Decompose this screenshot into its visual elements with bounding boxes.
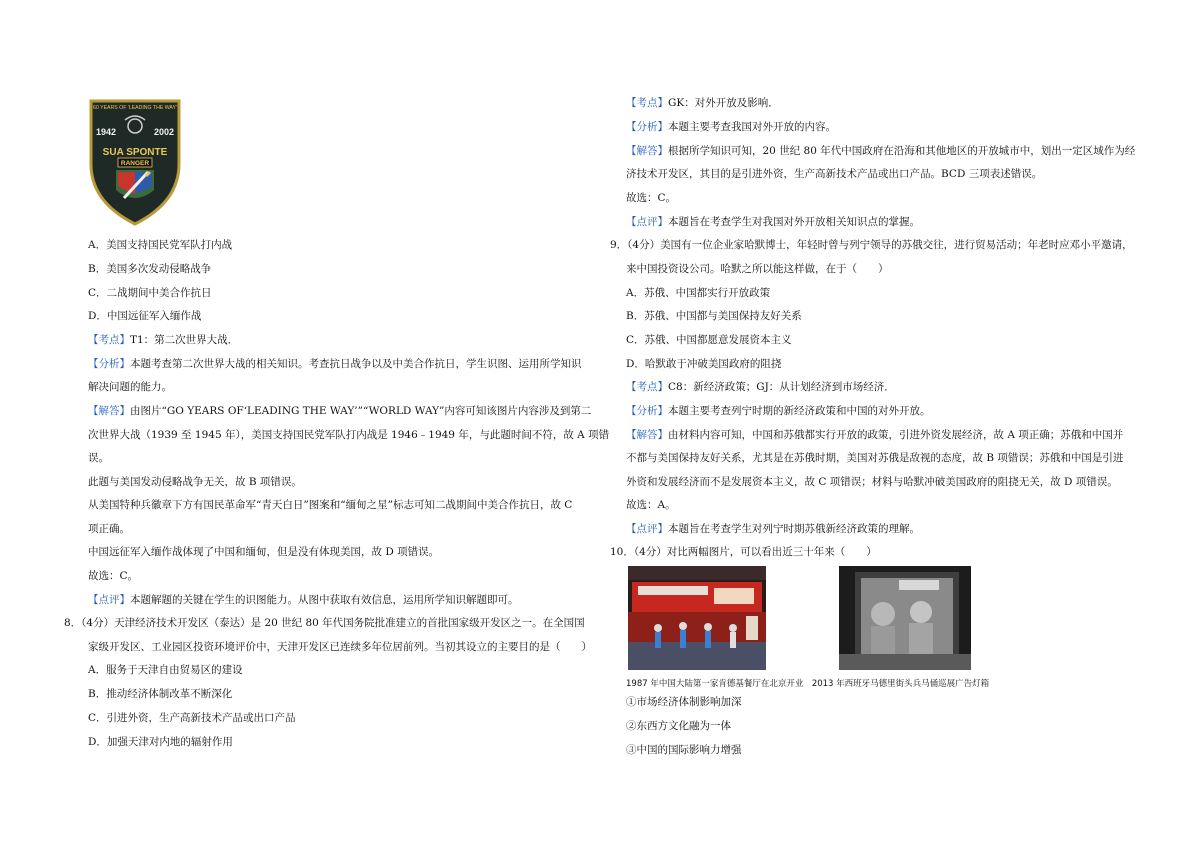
- ranger-badge-image: [88, 98, 182, 226]
- q7-option-b: B．美国多次发动侵略战争: [88, 263, 212, 275]
- q9-jieda-line3: 外资和发展经济而不是发展资本主义，故 C 项错误；材料与哈默冲破美国政府的阻挠无关，故 D 项错误。: [626, 476, 1118, 488]
- q8-option-c: C．引进外资，生产高新技术产品或出口产品: [88, 712, 296, 724]
- fenxi-tag: 【分析】: [626, 405, 668, 417]
- fenxi-text: 本题主要考查我国对外开放的内容。: [668, 121, 836, 133]
- kaodian-text: T1：第二次世界大战．: [130, 334, 239, 346]
- badge-year-right: 2002: [153, 127, 175, 137]
- q9-stem: 9．（4分）美国有一位企业家哈默博士，年轻时曾与列宁领导的苏俄交往，进行贸易活动；年老时应邓小平邀请，: [610, 239, 1133, 251]
- q9-option-b: B．苏俄、中国都与美国保持友好关系: [626, 310, 802, 322]
- q7-jieda-line7: 中国远征军入缅作战体现了中国和缅甸，但是没有体现美国，故 D 项错误。: [88, 546, 440, 558]
- jieda-text: 根据所学知识可知，20 世纪 80 年代中国政府在沿海和其他地区的开放城市中，划出一定区域作为经: [668, 145, 1136, 157]
- q8-stem: 8．（4分）天津经济技术开发区（泰达）是 20 世纪 80 年代国务院批准建立的首批国家级开发区之一。在全国国: [64, 617, 585, 629]
- q7-jieda-line4: 此题与美国发动侵略战争无关，故 B 项错误。: [88, 476, 302, 488]
- q8-stem-cont: 家级开发区、工业园区投资环境评价中，天津开发区已连续多年位居前列。当初其设立的主要目的是（ ）: [88, 641, 592, 653]
- q10-item-3: ③中国的国际影响力增强: [626, 744, 742, 756]
- fenxi-tag: 【分析】: [626, 121, 668, 133]
- q7-dianping: [88, 593, 519, 607]
- q7-jieda-line6: 项正确。: [88, 523, 130, 535]
- q9-fenxi: [626, 404, 931, 418]
- q8-option-b: B．推动经济体制改革不断深化: [88, 688, 233, 700]
- q10-item-1: ①市场经济体制影响加深: [626, 696, 742, 708]
- q9-jieda-line2: 不都与美国保持友好关系，尤其是在苏俄时期，美国对苏俄是敌视的态度，故 B 项错误；苏俄和中国是引进: [626, 452, 1124, 464]
- q9-option-d: D．哈默敢于冲破美国政府的阻挠: [626, 358, 782, 370]
- q7-option-c: C．二战期间中美合作抗日: [88, 287, 212, 299]
- dianping-text: 本题旨在考查学生对我国对外开放相关知识点的掌握。: [668, 216, 920, 228]
- q7-answer: 故选：C。: [88, 570, 139, 582]
- q9-answer: 故选：A。: [626, 499, 676, 511]
- q10-stem: 10．（4分）对比两幅图片，可以看出近三十年来（ ）: [610, 546, 877, 558]
- q8-fenxi: [626, 120, 836, 134]
- badge-top-text: 60 YEARS OF 'LEADING THE WAY': [93, 105, 177, 111]
- q8-dianping: [626, 215, 920, 229]
- dianping-tag: 【点评】: [626, 216, 668, 228]
- q7-jieda-line5: 从美国特种兵徽章下方有国民革命军“青天白日”图案和“缅甸之星”标志可知二战期间中美合作抗日，故 C: [88, 499, 573, 511]
- jieda-tag: 【解答】: [626, 145, 668, 157]
- q8-option-a: A．服务于天津自由贸易区的建设: [88, 664, 243, 676]
- q9-option-a: A．苏俄、中国都实行开放政策: [626, 287, 771, 299]
- jieda-tag: 【解答】: [626, 429, 668, 441]
- kfc-opening-photo: [628, 566, 766, 670]
- q7-kaodian: [88, 333, 238, 347]
- q8-jieda-line2: 济技术开发区，其目的是引进外资，生产高新技术产品或出口产品。BCD 三项表述错误。: [626, 168, 1043, 180]
- q8-option-d: D．加强天津对内地的辐射作用: [88, 736, 233, 748]
- q9-dianping: [626, 522, 920, 536]
- q9-jieda: [626, 428, 1123, 442]
- kaodian-text: C8：新经济政策；GJ：从计划经济到市场经济．: [668, 381, 895, 393]
- dianping-tag: 【点评】: [626, 523, 668, 535]
- q9-option-c: C．苏俄、中国都愿意发展资本主义: [626, 334, 792, 346]
- q7-jieda: [88, 404, 591, 418]
- kaodian-tag: 【考点】: [88, 334, 130, 346]
- q10-item-2: ②东西方文化融为一体: [626, 720, 731, 732]
- q7-fenxi-cont: 解决问题的能力。: [88, 381, 172, 393]
- kaodian-tag: 【考点】: [626, 97, 668, 109]
- q8-kaodian: [626, 96, 779, 110]
- fenxi-tag: 【分析】: [88, 358, 130, 370]
- fenxi-text: 本题考查第二次世界大战的相关知识。考查抗日战争以及中美合作抗日，学生识图、运用所学知识: [130, 358, 582, 370]
- q7-jieda-line3: 误。: [88, 452, 109, 464]
- dianping-text: 本题旨在考查学生对列宁时期苏俄新经济政策的理解。: [668, 523, 920, 535]
- q8-jieda: [626, 144, 1135, 158]
- kaodian-text: GK：对外开放及影响．: [668, 97, 779, 109]
- q7-option-d: D．中国远征军入缅作战: [88, 310, 202, 322]
- fenxi-text: 本题主要考查列宁时期的新经济政策和中国的对外开放。: [668, 405, 931, 417]
- terracotta-ad-photo: [839, 566, 971, 670]
- dianping-tag: 【点评】: [88, 594, 130, 606]
- q7-fenxi: [88, 357, 582, 371]
- q10-photo-caption: 1987 年中国大陆第一家肯德基餐厅在北京开业 2013 年西班牙马德里街头兵马俑巡展广告灯箱: [626, 679, 990, 689]
- jieda-tag: 【解答】: [88, 405, 130, 417]
- q9-stem-cont: 来中国投资设公司。哈默之所以能这样做，在于（ ）: [626, 263, 889, 275]
- dianping-text: 本题解题的关键在学生的识图能力。从图中获取有效信息，运用所学知识解题即可。: [130, 594, 519, 606]
- q7-option-a: A．美国支持国民党军队打内战: [88, 239, 233, 251]
- kaodian-tag: 【考点】: [626, 381, 668, 393]
- badge-ranger: RANGER: [120, 160, 150, 167]
- q7-jieda-line2: 次世界大战（1939 至 1945 年），美国支持国民党军队打内战是 1946﹣1949 年，与此题时间不符，故 A 项错: [88, 429, 610, 441]
- q8-answer: 故选：C。: [626, 192, 677, 204]
- jieda-text: 由图片“GO YEARS OF‘LEADING THE WAY’”“WORLD WAY”内容可知该图片内容涉及到第二: [130, 405, 592, 417]
- badge-year-left: 1942: [95, 127, 117, 137]
- badge-motto: SUA SPONTE: [102, 147, 168, 158]
- jieda-text: 由材料内容可知，中国和苏俄都实行开放的政策，引进外资发展经济，故 A 项正确；苏俄和中国并: [668, 429, 1124, 441]
- q9-kaodian: [626, 380, 895, 394]
